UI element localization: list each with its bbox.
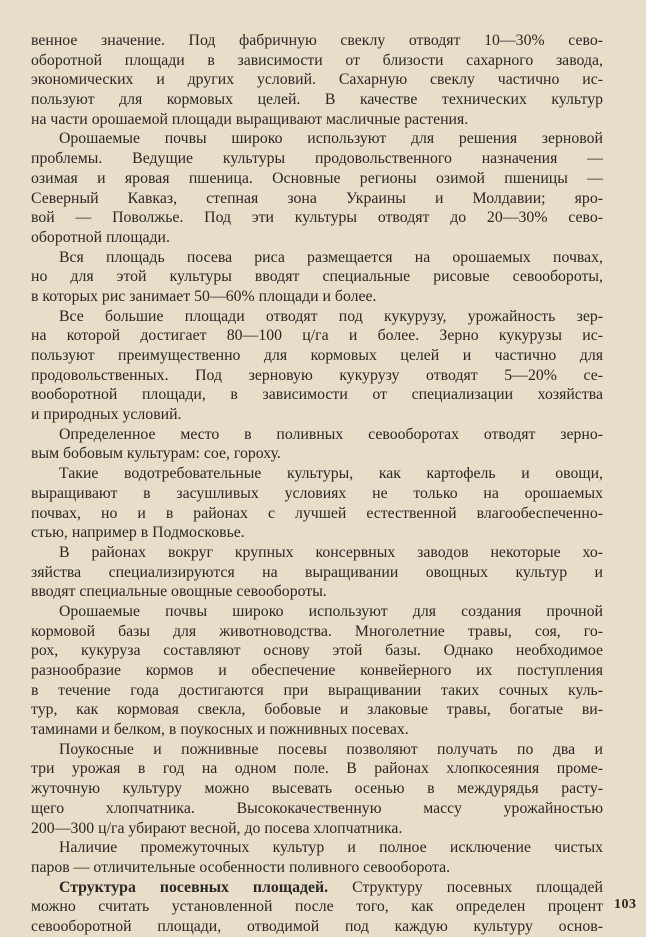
section-heading-line — [31, 878, 603, 898]
section-heading: Структура посевных площадей. — [59, 878, 329, 896]
text-line: три урожая в год на одном поле. В районах хлопкосеяния проме- — [31, 760, 603, 778]
text-line: зяйства специализируются на выращивании овощных культур и — [31, 563, 603, 581]
text-line: Вся площадь посева риса размещается на орошаемых почвах, — [59, 248, 603, 266]
text-line: В районах вокруг крупных консервных заводов некоторые хо- — [59, 543, 603, 561]
text-line: оборотной площади в зависимости от близости сахарного завода, — [31, 51, 603, 69]
text-line: разнообразие кормов и обеспечение конвейерного их поступления — [31, 662, 603, 679]
text-line: проблемы. Ведущие культуры продовольственного назначения — — [31, 150, 603, 168]
text-line: вводят специальные овощные севообороты. — [31, 583, 327, 601]
text-line: Все большие площади отводят под кукурузу, урожайность зер- — [59, 307, 603, 325]
text-line: тур, как кормовая свекла, бобовые и злаковые травы, богатые ви- — [31, 701, 603, 719]
text-line: Орошаемые почвы широко используют для создания прочной — [59, 602, 603, 620]
text-line: продовольственных. Под зерновую кукурузу отводят 5—20% се- — [31, 366, 603, 384]
text-line: пользуют для кормовых целей. В качестве технических культур — [31, 91, 603, 109]
text-line: но для этой культуры вводят специальные рисовые севообороты, — [31, 268, 603, 286]
text-line: 200—300 ц/га убирают весной, до посева хлопчатника. — [31, 819, 403, 837]
text-line: севооборотной площади, отводимой под каждую культуру основ- — [31, 917, 603, 935]
text-line: венное значение. Под фабричную свеклу отводят 10—30% сево- — [31, 32, 603, 49]
text-line: озимая и яровая пшеница. Основные регионы озимой пшеницы — — [31, 169, 603, 187]
text-line: вооборотной площади, в зависимости от специализации хозяйства — [31, 386, 603, 404]
text-line: в течение года достигаются при выращивании таких сочных куль- — [31, 681, 603, 699]
text-line: Орошаемые почвы широко используют для решения зерновой — [59, 130, 603, 148]
text-line: стью, например в Подмосковье. — [31, 524, 245, 542]
text-line: можно считать установленной после того, как определен процент — [31, 898, 603, 916]
text-line: жуточную культуру можно высевать осенью в междурядья расту- — [31, 780, 603, 798]
text-line: Определенное место в поливных севооборотах отводят зерно- — [59, 425, 603, 443]
text-line: выращивают в засушливых условиях не только на орошаемых — [31, 484, 603, 502]
text-line: вой — Поволжье. Под эти культуры отводят до 20—30% сево- — [31, 209, 603, 227]
text-line: вым бобовым культурам: сое, гороху. — [31, 445, 281, 463]
text-line: Такие водотребовательные культуры, как картофель и овощи, — [59, 465, 603, 483]
text-line: на которой достигает 80—100 ц/га и более. Зерно кукурузы ис- — [31, 327, 603, 345]
text-line: в которых рис занимает 50—60% площади и более. — [31, 287, 377, 305]
text-line: на части орошаемой площади выращивают масличные растения. — [31, 110, 469, 128]
text-line: экономических и других условий. Сахарную свеклу частично ис- — [31, 71, 603, 89]
text-line: щего хлопчатника. Высококачественную массу урожайностью — [31, 799, 603, 817]
text-line: Наличие промежуточных культур и полное исключение чистых — [59, 839, 603, 857]
text-line: таминами и белком, в поукосных и пожнивных посевах. — [31, 721, 409, 739]
text-line: рох, кукуруза составляют основу этой базы. Однако необходимое — [31, 642, 603, 660]
text-line: оборотной площади. — [31, 228, 170, 246]
text-line: и природных условий. — [31, 406, 182, 424]
text-line: Поукосные и пожнивные посевы позволяют получать по два и — [59, 740, 603, 758]
text-line: Северный Кавказ, степная зона Украины и Молдавии; яро- — [31, 189, 603, 207]
book-page — [31, 31, 637, 935]
text-line: Структуру посевных площадей — [352, 878, 603, 896]
text-line: почвах, но и в районах с лучшей естественной влагообеспеченно- — [31, 504, 603, 522]
page-number: 103 — [614, 897, 637, 912]
text-line: кормовой базы для животноводства. Многолетние травы, соя, го- — [31, 622, 603, 640]
text-line: пользуют преимущественно для кормовых целей и частично для — [31, 347, 603, 364]
text-line: паров — отличительные особенности поливного севооборота. — [31, 858, 451, 876]
